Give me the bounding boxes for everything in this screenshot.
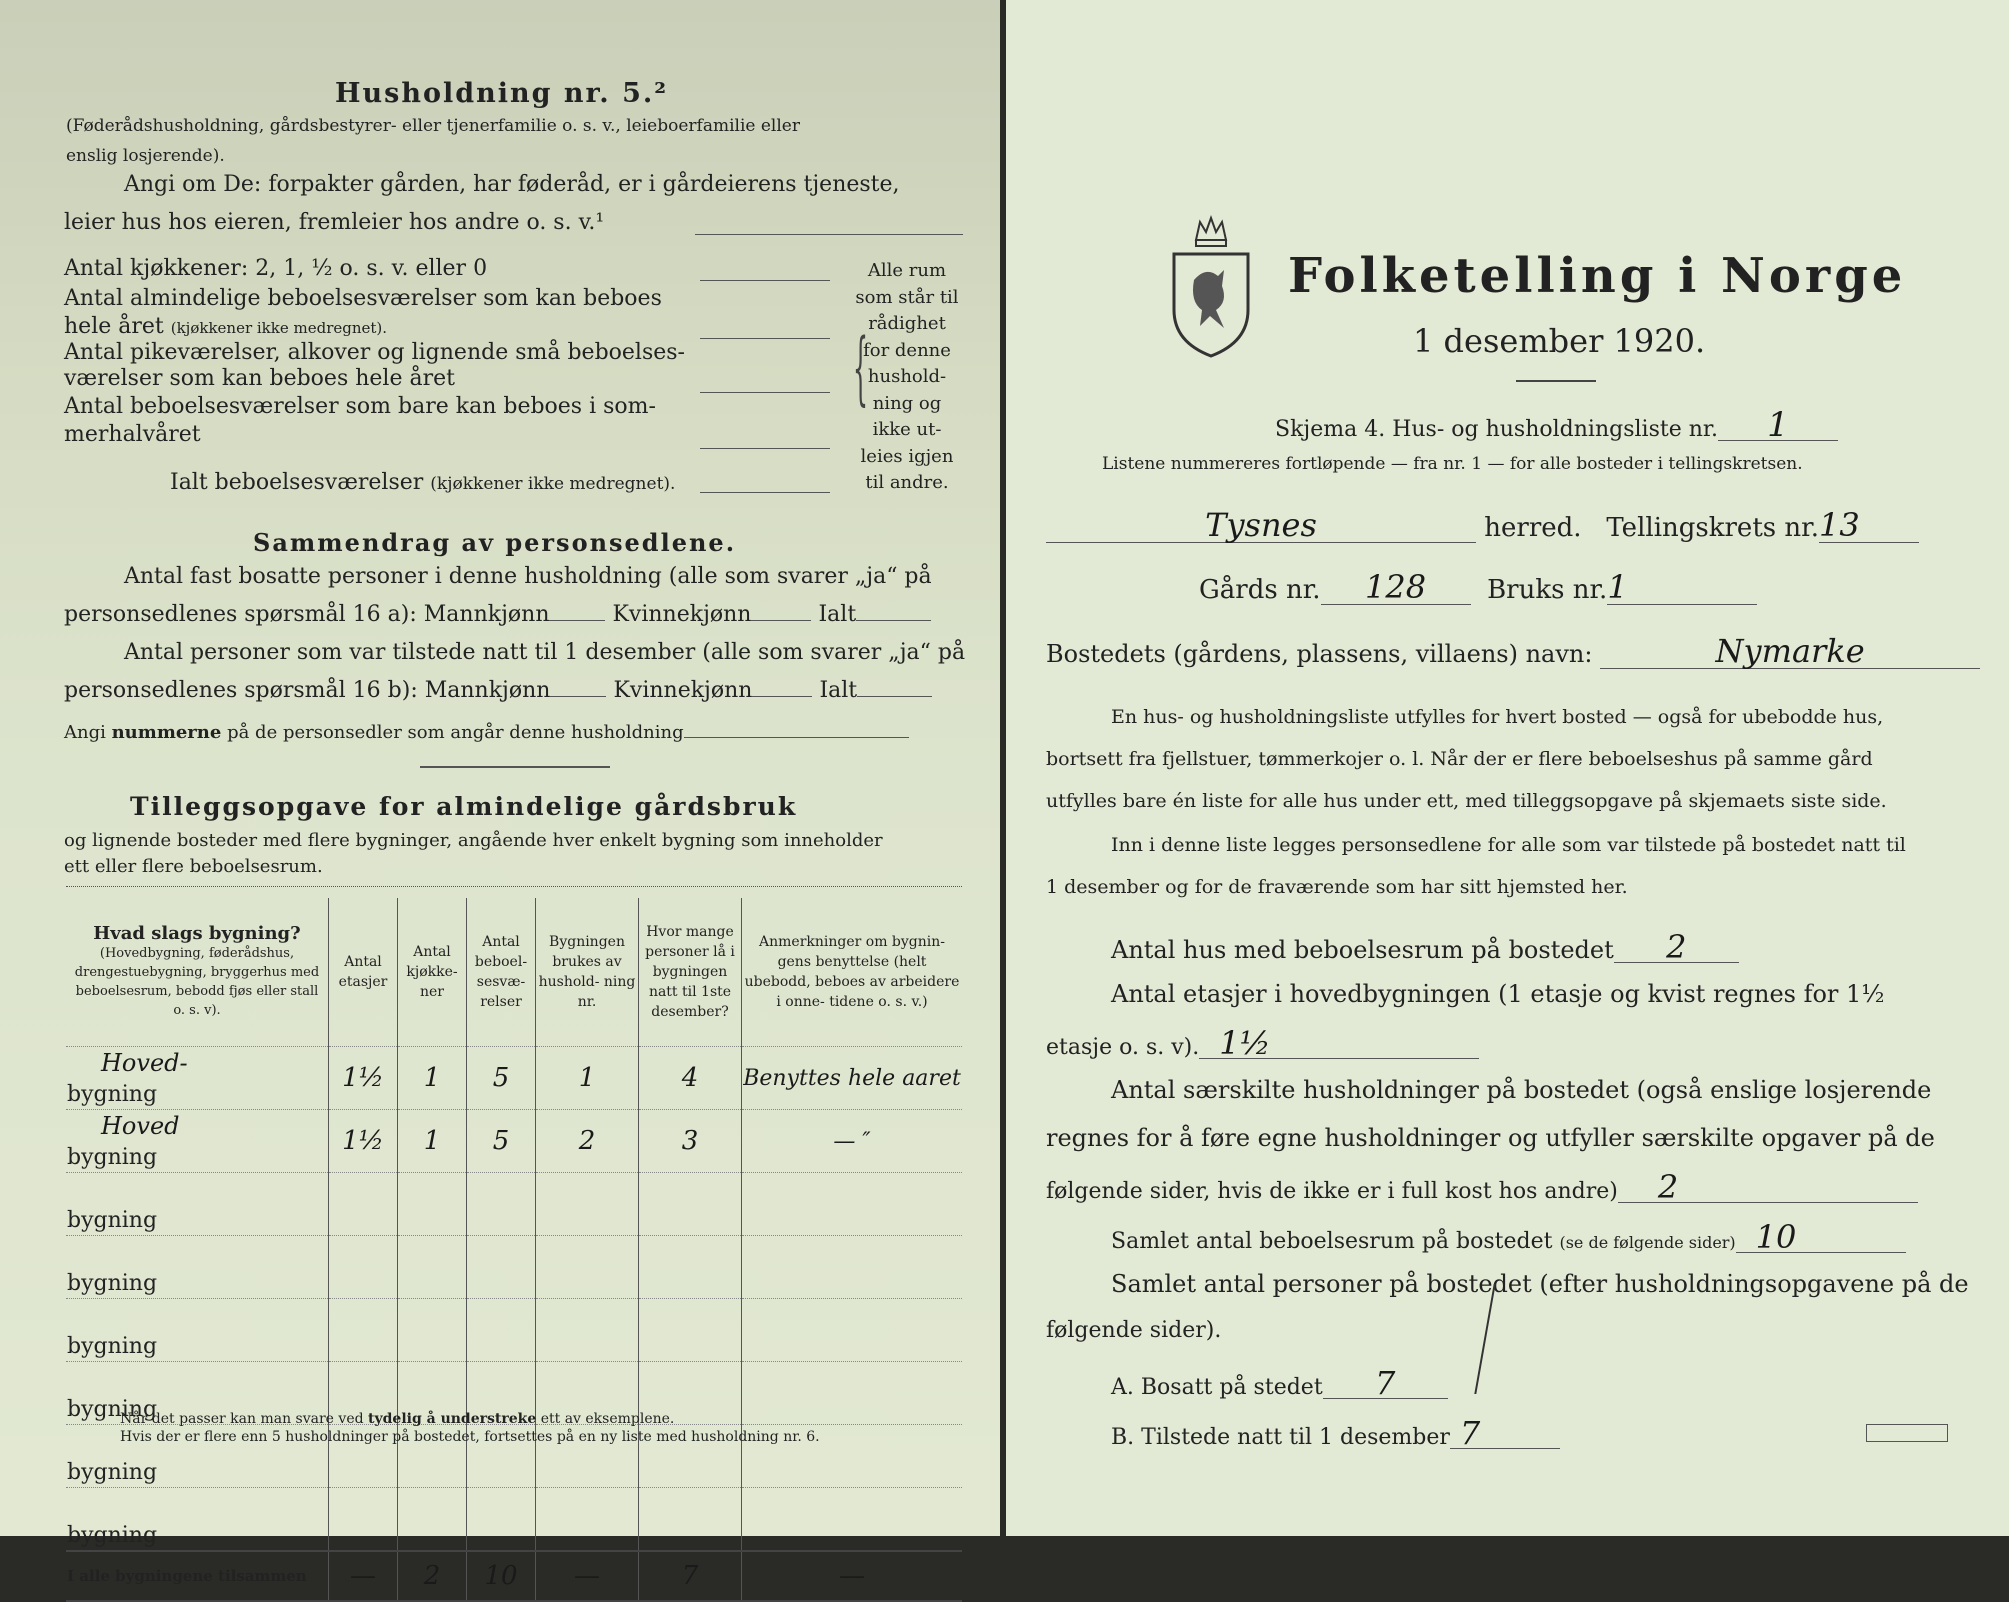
alm-line-1: Antal almindelige beboelsesværelser som kan beboes	[64, 286, 662, 311]
summary-title: Sammendrag av personsedlene.	[253, 528, 737, 557]
total-etasjer: —	[329, 1551, 398, 1601]
samlet-pers-line-2: følgende sider).	[1046, 1318, 1222, 1343]
row-anm: — ″	[742, 1110, 963, 1173]
intro-line-1: (Føderådshusholdning, gårdsbestyrer- eller tjenerfamilie o. s. v., leieboerfamilie eller	[66, 116, 800, 136]
sommer-line-1: Antal beboelsesværelser som bare kan beboes i som-	[64, 394, 656, 419]
census-date: 1 desember 1920.	[1413, 322, 1706, 360]
summary-line-3: Antal personer som var tilstede natt til 1 desember (alle som svarer „ja“ på	[124, 640, 966, 665]
summary-line-4: personsedlenes spørsmål 16 b): Mannkjønn Kvinnekjønn Ialt	[64, 678, 932, 703]
instr-1: En hus- og husholdningsliste utfylles for hvert bosted — også for ubebodde hus,	[1111, 706, 1884, 728]
tillegg-intro-2: ett eller flere beboelsesrum.	[64, 856, 323, 877]
angi-line-2: leier hus hos eieren, fremleier hos andre o. s. v.¹	[64, 210, 605, 235]
total-anm: —	[742, 1551, 963, 1601]
sommer-line-2: merhalvåret	[64, 422, 201, 447]
header-kjokkener: Antal kjøkke- ner	[398, 898, 467, 1047]
row-pers: 4	[639, 1047, 742, 1110]
header-vaerelser: Antal beboel- sesvæ- relser	[467, 898, 536, 1047]
angi-line-1: Angi om De: forpakter gården, har føderåd, er i gårdeierens tjeneste,	[124, 172, 900, 197]
row-anm: Benyttes hele aaret	[742, 1047, 963, 1110]
gards-line: Gårds nr. 128 Bruks nr.1	[1199, 570, 1757, 605]
instr-3: utfylles bare én liste for alle hus under ett, med tilleggsopgave på skjemaets siste side.	[1046, 790, 1887, 812]
bosatt-line: A. Bosatt på stedet 7	[1111, 1368, 1448, 1400]
nummerne-line: Angi nummerne på de personsedler som angår denne husholdning	[64, 722, 909, 743]
herred-line: Tysnes herred. Tellingskrets nr.13	[1046, 508, 1919, 543]
header-etasjer: Antal etasjer	[329, 898, 398, 1047]
row-etasjer: 1½	[329, 1110, 398, 1173]
summary-line-1: Antal fast bosatte personer i denne husholdning (alle som svarer „ja“ på	[124, 564, 932, 589]
alm-line	[700, 338, 830, 339]
printer-stamp	[1866, 1424, 1948, 1442]
samlet-rum-line: Samlet antal beboelsesrum på bostedet (se de følgende sider) 10	[1111, 1222, 1906, 1254]
total-kjokken: 2	[398, 1551, 467, 1601]
sommer-line	[700, 448, 830, 449]
divider	[420, 766, 610, 768]
left-page	[0, 0, 1000, 1591]
side-note: Alle rum som står til rådighet for denne hushold- ning og ikke ut- leies igjen til andre.	[855, 260, 959, 493]
header-anmerkninger: Anmerkninger om bygnin- gens benyttelse (helt ubebodd, beboes av arbeidere i onne- tidene o. s. v.)	[742, 898, 963, 1047]
footnote-1: Når det passer kan man svare ved tydelig å understreke ett av eksemplene.	[120, 1411, 675, 1427]
row-type: Hoved-bygning	[66, 1047, 329, 1110]
table-top-rule	[66, 886, 962, 887]
row-kjokken: 1	[398, 1047, 467, 1110]
pike-line	[700, 392, 830, 393]
table-row: bygning	[66, 1488, 962, 1552]
total-hush: —	[536, 1551, 639, 1601]
total-pers: 7	[639, 1551, 742, 1601]
row-etasjer: 1½	[329, 1047, 398, 1110]
etasjer-line-2: etasje o. s. v). 1½	[1046, 1028, 1479, 1060]
total-vaer: 10	[467, 1551, 536, 1601]
table-header	[66, 898, 962, 1047]
coat-of-arms-icon	[1166, 210, 1256, 360]
skjema-line: Skjema 4. Hus- og husholdningsliste nr. 1	[1275, 410, 1838, 442]
row-hush: 2	[536, 1110, 639, 1173]
bosted-line: Bostedets (gårdens, plassens, villaens) navn: Nymarke	[1046, 634, 1980, 669]
footnote-2: Hvis der er flere enn 5 husholdninger på bostedet, fortsettes på en ny liste med husholdning nr. 6.	[120, 1429, 820, 1445]
instr-5: 1 desember og for de fraværende som har sitt hjemsted her.	[1046, 876, 1628, 898]
instr-4: Inn i denne liste legges personsedlene for alle som var tilstede på bostedet natt til	[1111, 834, 1906, 856]
building-table	[66, 898, 962, 1602]
instr-2: bortsett fra fjellstuer, tømmerkojer o. l. Når der er flere beboelseshus på samme gård	[1046, 748, 1873, 770]
hush-line-1: Antal særskilte husholdninger på bostedet (også enslige losjerende	[1111, 1076, 1932, 1104]
main-title: Folketelling i Norge	[1288, 248, 1907, 304]
bracket-stroke	[1474, 1284, 1515, 1394]
intro-line-2: enslig losjerende).	[66, 146, 225, 166]
table-row	[66, 1047, 962, 1110]
row-kjokken: 1	[398, 1110, 467, 1173]
title-rule	[1516, 380, 1596, 382]
antal-hus-line: Antal hus med beboelsesrum på bostedet 2	[1111, 932, 1739, 964]
tillegg-title: Tilleggsopgave for almindelige gårdsbruk	[130, 792, 798, 821]
row-pers: 3	[639, 1110, 742, 1173]
table-row: bygning	[66, 1173, 962, 1236]
listene-note: Listene nummereres fortløpende — fra nr. 1 — for alle bosteder i tellingskretsen.	[1102, 454, 1803, 474]
samlet-pers-line-1: Samlet antal personer på bostedet (efter husholdningsopgavene på de	[1111, 1270, 1969, 1298]
angi-fill-line	[695, 234, 963, 235]
household-title: Husholdning nr. 5.²	[335, 78, 669, 109]
summary-line-2: personsedlenes spørsmål 16 a): Mannkjønn Kvinnekjønn Ialt	[64, 602, 931, 627]
row-vaer: 5	[467, 1047, 536, 1110]
row-vaer: 5	[467, 1110, 536, 1173]
tilstede-line: B. Tilstede natt til 1 desember 7	[1111, 1418, 1560, 1450]
header-husholdning: Bygningen brukes av hushold- ning nr.	[536, 898, 639, 1047]
kjokkener-line	[700, 280, 830, 281]
hush-line-3: følgende sider, hvis de ikke er i full kost hos andre) 2	[1046, 1172, 1918, 1204]
table-row	[66, 1110, 962, 1173]
table-row: bygning	[66, 1425, 962, 1488]
row-type: Hovedbygning	[66, 1110, 329, 1173]
table-row: bygning	[66, 1236, 962, 1299]
pike-line-2: værelser som kan beboes hele året	[64, 366, 455, 391]
hush-line-2: regnes for å føre egne husholdninger og utfyller særskilte opgaver på de	[1046, 1124, 1935, 1152]
etasjer-line-1: Antal etasjer i hovedbygningen (1 etasje og kvist regnes for 1½	[1111, 980, 1885, 1008]
pike-line-1: Antal pikeværelser, alkover og lignende små beboelses-	[64, 340, 685, 365]
alm-line-2: hele året (kjøkkener ikke medregnet).	[64, 314, 388, 339]
kjokkener-label: Antal kjøkkener: 2, 1, ½ o. s. v. eller 0	[64, 256, 488, 281]
ialt-rooms-label: Ialt beboelsesværelser (kjøkkener ikke medregnet).	[170, 470, 676, 495]
ialt-rooms-line	[700, 492, 830, 493]
table-total-row	[66, 1551, 962, 1601]
table-row: bygning	[66, 1299, 962, 1362]
header-type: Hvad slags bygning? (Hovedbygning, føderådshus, drengestuebygning, bryggerhus med beboelsesrum, bebodd fjøs eller stall o. s. v).	[74, 923, 320, 1018]
brace: {	[852, 321, 869, 414]
tillegg-intro-1: og lignende bosteder med flere bygninger, angående hver enkelt bygning som inneholder	[64, 830, 883, 851]
right-page	[1006, 0, 2009, 1536]
table-row: bygning	[66, 1362, 962, 1425]
row-hush: 1	[536, 1047, 639, 1110]
total-label: I alle bygningene tilsammen	[66, 1551, 329, 1601]
header-personer: Hvor mange personer lå i bygningen natt til 1ste desember?	[639, 898, 742, 1047]
